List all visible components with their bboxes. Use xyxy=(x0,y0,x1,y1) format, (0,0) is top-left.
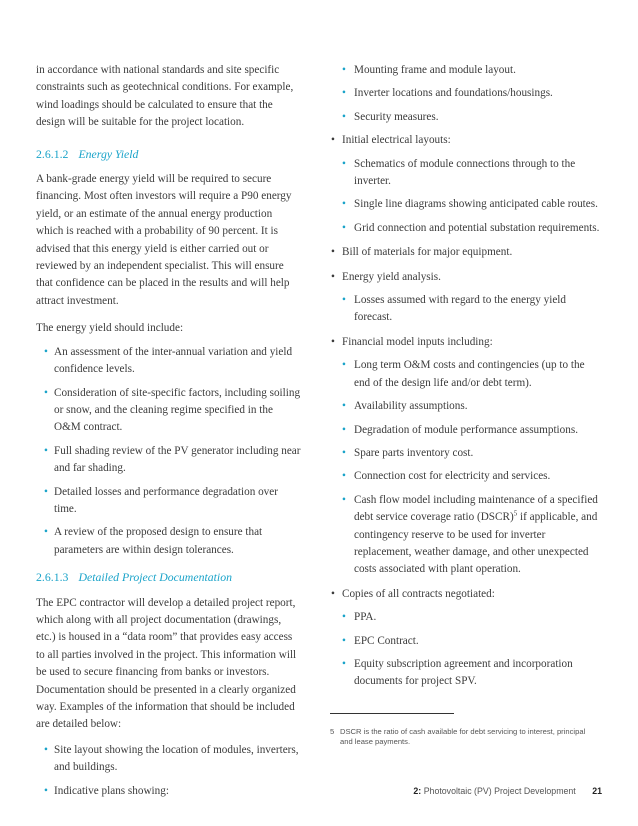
chapter-title: Photovoltaic (PV) Project Development xyxy=(423,786,576,796)
list-item: • Connection cost for electricity and services. xyxy=(330,468,600,485)
list-item-label: Bill of materials for major equipment. xyxy=(342,246,513,259)
list-item: • Site layout showing the location of modules, inverters, and buildings. xyxy=(36,742,302,777)
list-item-label: Initial electrical layouts: xyxy=(342,134,451,147)
list-item: • Schematics of module connections through to the inverter. xyxy=(330,156,600,191)
section-heading-documentation xyxy=(36,569,302,586)
list-item: • Indicative plans showing: xyxy=(36,783,302,800)
list-item xyxy=(330,244,600,261)
list-item: • Equity subscription agreement and incorporation documents for project SPV. xyxy=(330,656,600,691)
list-item: • Availability assumptions. xyxy=(330,398,600,415)
page-number: 21 xyxy=(592,786,602,796)
footnote-text: DSCR is the ratio of cash available for debt servicing to interest, principal and lease payments. xyxy=(340,727,586,746)
list-item: • Mounting frame and module layout. xyxy=(330,62,600,79)
documentation-paragraph: The EPC contractor will develop a detailed project report, which along with all project documentation (drawings, etc.) is housed in a “data room” that provides easy access to all parties involved in the project. This information will be used to secure financing from banks or investors. Documentation should be presented in a clearly organized way. Examples of the information that should be included are detailed below: xyxy=(36,596,297,731)
list-item: • A review of the proposed design to ensure that parameters are within design tolerances. xyxy=(36,524,302,559)
energy-yield-lead: The energy yield should include: xyxy=(36,322,184,335)
list-item-label: Copies of all contracts negotiated: xyxy=(342,587,495,600)
section-heading-energy-yield xyxy=(36,146,302,163)
sub-list xyxy=(330,609,600,691)
list-item xyxy=(330,492,600,579)
sub-list xyxy=(330,292,600,327)
energy-yield-list xyxy=(36,344,302,559)
chapter-number: 2: xyxy=(413,786,422,796)
sub-list xyxy=(330,156,600,238)
section-number: 2.6.1.2 xyxy=(36,146,69,161)
list-item xyxy=(330,334,600,579)
energy-yield-paragraph: A bank-grade energy yield will be required to secure financing. Most often investors will require a P90 energy yield, or an estimate of the annual energy production which is reached with a probability of 90 percent. It is advised that this energy yield is either carried out or reviewed by an independent specialist. This will ensure that confidence can be placed in the results and will help attract investment. xyxy=(36,173,292,307)
section-number: 2.6.1.3 xyxy=(36,570,69,585)
footnote-reference: 5 xyxy=(513,509,518,518)
list-item: • EPC Contract. xyxy=(330,633,600,650)
list-item-label: Financial model inputs including: xyxy=(342,335,493,348)
list-item: • Spare parts inventory cost. xyxy=(330,445,600,462)
list-item: • Long term O&M costs and contingencies (up to the end of the design life and/or debt term). xyxy=(330,357,600,392)
footnote xyxy=(330,727,598,747)
list-item: • Single line diagrams showing anticipated cable routes. xyxy=(330,196,600,213)
documentation-list xyxy=(36,742,302,800)
list-item: • Losses assumed with regard to the energy yield forecast. xyxy=(330,292,600,327)
left-column xyxy=(36,62,302,806)
section-title: Energy Yield xyxy=(78,146,139,161)
list-item: • Full shading review of the PV generator including near and far shading. xyxy=(36,443,302,478)
section-title: Detailed Project Documentation xyxy=(78,570,232,585)
list-item: • Detailed losses and performance degradation over time. xyxy=(36,484,302,519)
list-item xyxy=(330,269,600,327)
list-item-label: Energy yield analysis. xyxy=(342,270,441,283)
list-item: • Inverter locations and foundations/housings. xyxy=(330,85,600,102)
list-item xyxy=(330,586,600,691)
documentation-items-list xyxy=(330,132,600,691)
list-item: • Security measures. xyxy=(330,109,600,126)
list-item: • Grid connection and potential substation requirements. xyxy=(330,220,600,237)
list-item xyxy=(330,132,600,237)
right-column xyxy=(330,62,600,698)
footnote-number: 5 xyxy=(330,727,335,736)
list-item: • Degradation of module performance assumptions. xyxy=(330,422,600,439)
intro-paragraph: in accordance with national standards and site specific constraints such as geotechnical conditions. For example, wind loadings should be calculated to ensure that the design will be suitable for the project location. xyxy=(36,64,294,129)
footnote-divider xyxy=(330,713,454,714)
indicative-plans-list xyxy=(330,62,600,126)
cash-flow-text: Cash flow model including maintenance of a specified debt service coverage ratio (DSCR) xyxy=(354,493,598,524)
sub-list xyxy=(330,357,600,578)
cash-flow-text-cont: if applicable, and contingency reserve to be used for inverter replacement, weather damage, and other unexpected costs associated with plant operation. xyxy=(354,511,598,576)
page-footer xyxy=(413,786,602,796)
list-item: • An assessment of the inter-annual variation and yield confidence levels. xyxy=(36,344,302,379)
list-item: • Consideration of site-specific factors, including soiling or snow, and the cleaning regime specified in the O&M contract. xyxy=(36,385,302,437)
list-item: • PPA. xyxy=(330,609,600,626)
